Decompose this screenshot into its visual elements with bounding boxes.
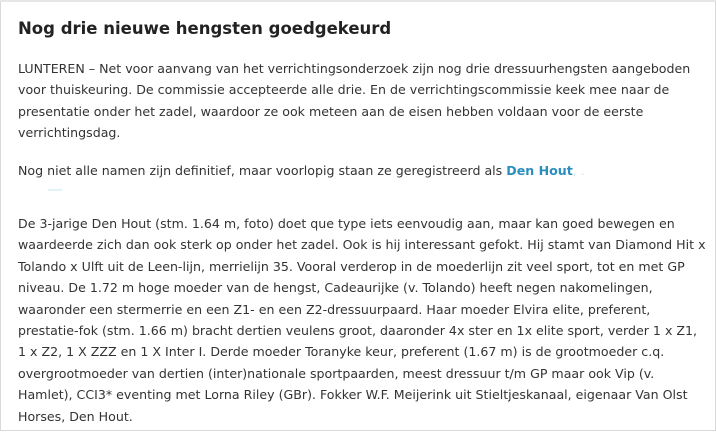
- article: [18, 18, 708, 443]
- trailing-mark: .: [580, 162, 585, 178]
- den-hout-link[interactable]: Den Hout: [506, 162, 573, 178]
- names-suffix: ,: [572, 162, 577, 178]
- names-text: Nog niet alle namen zijn definitief, maar voorlopig staan ze geregistreerd als: [18, 162, 507, 178]
- faint-underline: [48, 189, 62, 191]
- top-divider: [0, 0, 716, 2]
- article-body: De 3-jarige Den Hout (stm. 1.64 m, foto) doet que type iets eenvoudig aan, maar kan goed bewegen en waardeerde zich dan ook sterk op onder het zadel. Ook is hij interessant gefokt. Hij stamt van Diamond Hit x Tolando x Ulft uit de Leen-lijn, merrielijn 35. Vooral verderop in de moederlijn zit veel sport, tot en met GP niveau. De 1.72 m hoge moeder van de hengst, Cadeaurijke (v. Tolando) heeft negen nakomelingen, waaronder een stermerrie en een Z1- en een Z2-dressuurpaard. Haar moeder Elvira elite, preferent, prestatie-fok (stm. 1.66 m) bracht dertien veulens groot, daaronder 4x ster en 1x elite sport, verder 1 x Z1, 1 x Z2, 1 X ZZZ en 1 X Inter I. Derde moeder Toranyke keur, preferent (1.67 m) is de grootmoeder c.q. overgrootmoeder van dertien (inter)nationale sportpaarden, meest dressuur t/m GP maar ook Vip (v. Hamlet), CCI3* eventing met Lorna Riley (GBr). Fokker W.F. Meijerink uit Stieltjeskanaal, eigenaar Van Olst Horses, Den Hout.: [18, 216, 706, 424]
- article-title: Nog drie nieuwe hengsten goedgekeurd: [18, 19, 392, 38]
- names-paragraph: [18, 160, 708, 181]
- hidden-links-row: [18, 187, 708, 207]
- article-intro: LUNTEREN – Net voor aanvang van het verrichtingsonderzoek zijn nog drie dressuurhengsten aangeboden voor thuiskeuring. De commissie accepteerde alle drie. En de verrichtingscommissie keek mee naar de presentatie onder het zadel, waardoor ze ook meteen aan de eisen hebben voldaan voor de eerste verrichtingsdag.: [18, 61, 691, 141]
